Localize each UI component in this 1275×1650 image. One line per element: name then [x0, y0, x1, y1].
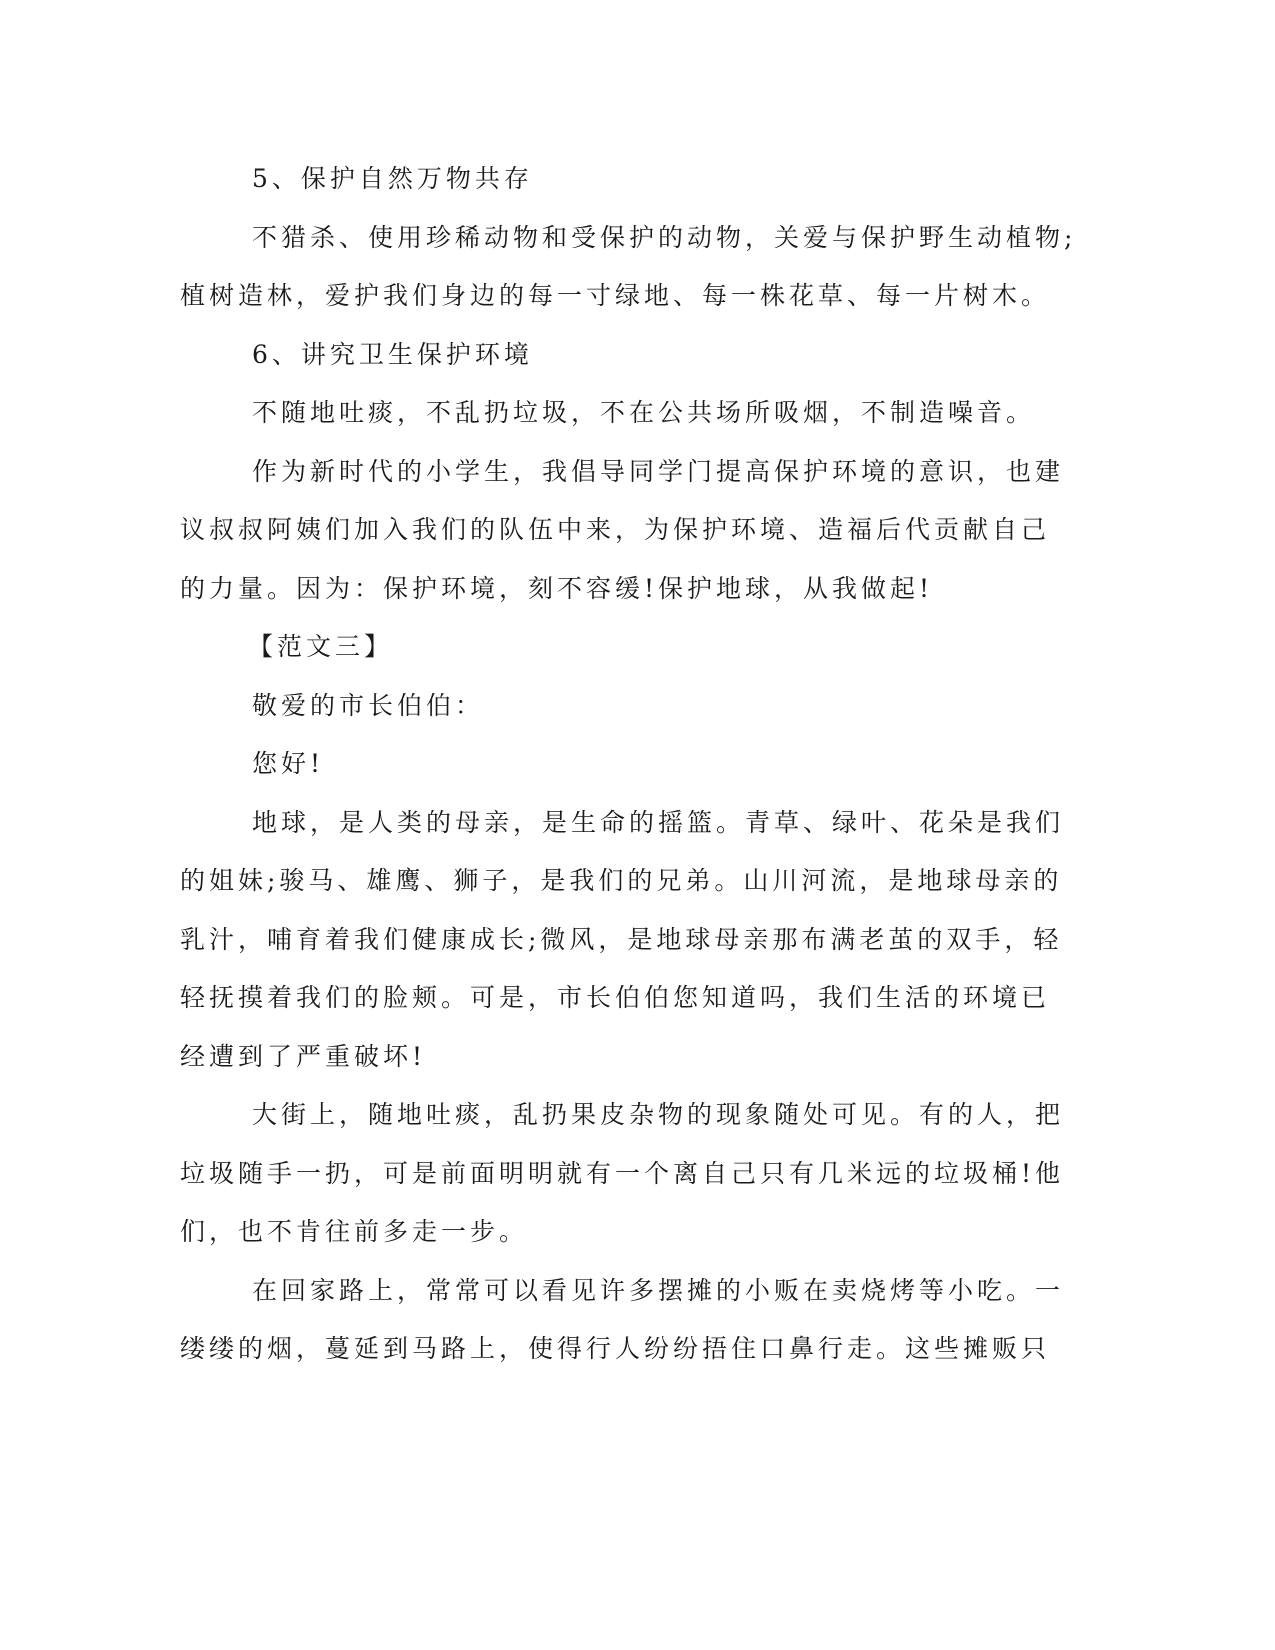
- paragraph-line: 在回家路上，常常可以看见许多摆摊的小贩在卖烧烤等小吃。一: [252, 1275, 1065, 1305]
- paragraph-line: 乳汁，哺育着我们健康成长;微风，是地球母亲那布满老茧的双手，轻: [180, 924, 1063, 954]
- paragraph-line: 的力量。因为：保护环境，刻不容缓!保护地球，从我做起!: [180, 573, 934, 603]
- paragraph-line: 不猎杀、使用珍稀动物和受保护的动物，关爱与保护野生动植物;: [252, 222, 1077, 252]
- paragraph-line: 作为新时代的小学生，我倡导同学门提高保护环境的意识，也建: [252, 456, 1065, 486]
- paragraph-line: 植树造林，爱护我们身边的每一寸绿地、每一株花草、每一片树木。: [180, 281, 1051, 310]
- paragraph-line: 大街上，随地吐痰，乱扔果皮杂物的现象随处可见。有的人，把: [252, 1100, 1065, 1129]
- document-page: [180, 150, 1077, 1379]
- paragraph-line: 经遭到了严重破坏!: [180, 1041, 427, 1071]
- paragraph-line: 地球，是人类的母亲，是生命的摇篮。青草、绿叶、花朵是我们: [252, 807, 1065, 837]
- paragraph-line: 的姐妹;骏马、雄鹰、狮子，是我们的兄弟。山川河流，是地球母亲的: [180, 866, 1063, 895]
- paragraph-line: 议叔叔阿姨们加入我们的队伍中来，为保护环境、造福后代贡献自己: [180, 515, 1051, 544]
- greeting: 您好!: [252, 749, 325, 778]
- paragraph-line: 们，也不肯往前多走一步。: [180, 1217, 529, 1246]
- section-title: 【范文三】: [248, 632, 394, 661]
- paragraph-line: 垃圾随手一扔，可是前面明明就有一个离自己只有几米远的垃圾桶!他: [180, 1158, 1065, 1188]
- heading-protect-nature: 5、保护自然万物共存: [252, 164, 533, 193]
- paragraph-line: 缕缕的烟，蔓延到马路上，使得行人纷纷捂住口鼻行走。这些摊贩只: [180, 1334, 1051, 1363]
- paragraph-line: 不随地吐痰，不乱扔垃圾，不在公共场所吸烟，不制造噪音。: [252, 398, 1036, 427]
- paragraph-line: 轻抚摸着我们的脸颊。可是，市长伯伯您知道吗，我们生活的环境已: [180, 983, 1051, 1012]
- salutation: 敬爱的市长伯伯：: [252, 690, 485, 720]
- heading-hygiene: 6、讲究卫生保护环境: [252, 339, 533, 369]
